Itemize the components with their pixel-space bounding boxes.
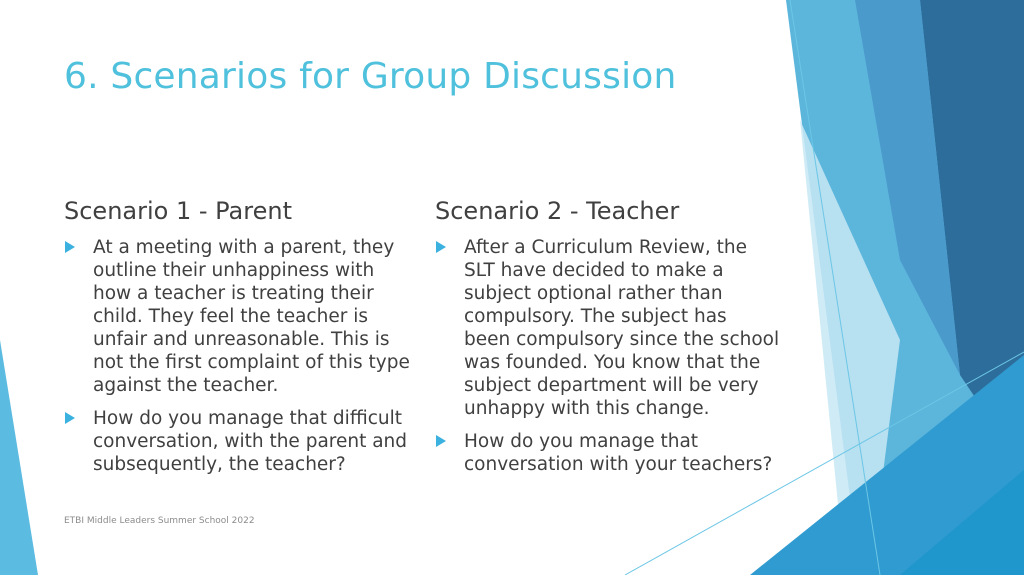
slide-footer: ETBI Middle Leaders Summer School 2022 bbox=[64, 516, 255, 526]
bullet-arrow-icon bbox=[65, 241, 75, 253]
scenario-1-column bbox=[64, 196, 414, 486]
scenario-2-bullet-1 bbox=[435, 236, 785, 420]
scenario-2-bullet-2 bbox=[435, 430, 785, 476]
scenario-2-column bbox=[435, 196, 785, 486]
bullet-text: After a Curriculum Review, the SLT have decided to make a subject optional rather than compulsory. The subject has been compulsory since the school was founded. You know that the subject department will be very unhappy with this change. bbox=[464, 237, 780, 419]
scenario-1-heading: Scenario 1 - Parent bbox=[64, 197, 292, 225]
scenario-1-bullet-1 bbox=[64, 236, 414, 397]
left-edge-shape bbox=[0, 340, 38, 575]
scenario-1-bullet-2 bbox=[64, 407, 414, 476]
bullet-text: How do you manage that conversation with your teachers? bbox=[464, 431, 773, 475]
bullet-arrow-icon bbox=[436, 435, 446, 447]
bullet-arrow-icon bbox=[436, 241, 446, 253]
bullet-text: How do you manage that difficult conversation, with the parent and subsequently, the teacher? bbox=[93, 408, 408, 475]
bullet-arrow-icon bbox=[65, 412, 75, 424]
bullet-text: At a meeting with a parent, they outline their unhappiness with how a teacher is treating their child. They feel the teacher is unfair and unreasonable. This is not the first complaint of this type against the teacher. bbox=[93, 237, 410, 396]
slide-title: 6. Scenarios for Group Discussion bbox=[64, 56, 677, 97]
scenario-2-heading: Scenario 2 - Teacher bbox=[435, 197, 680, 225]
